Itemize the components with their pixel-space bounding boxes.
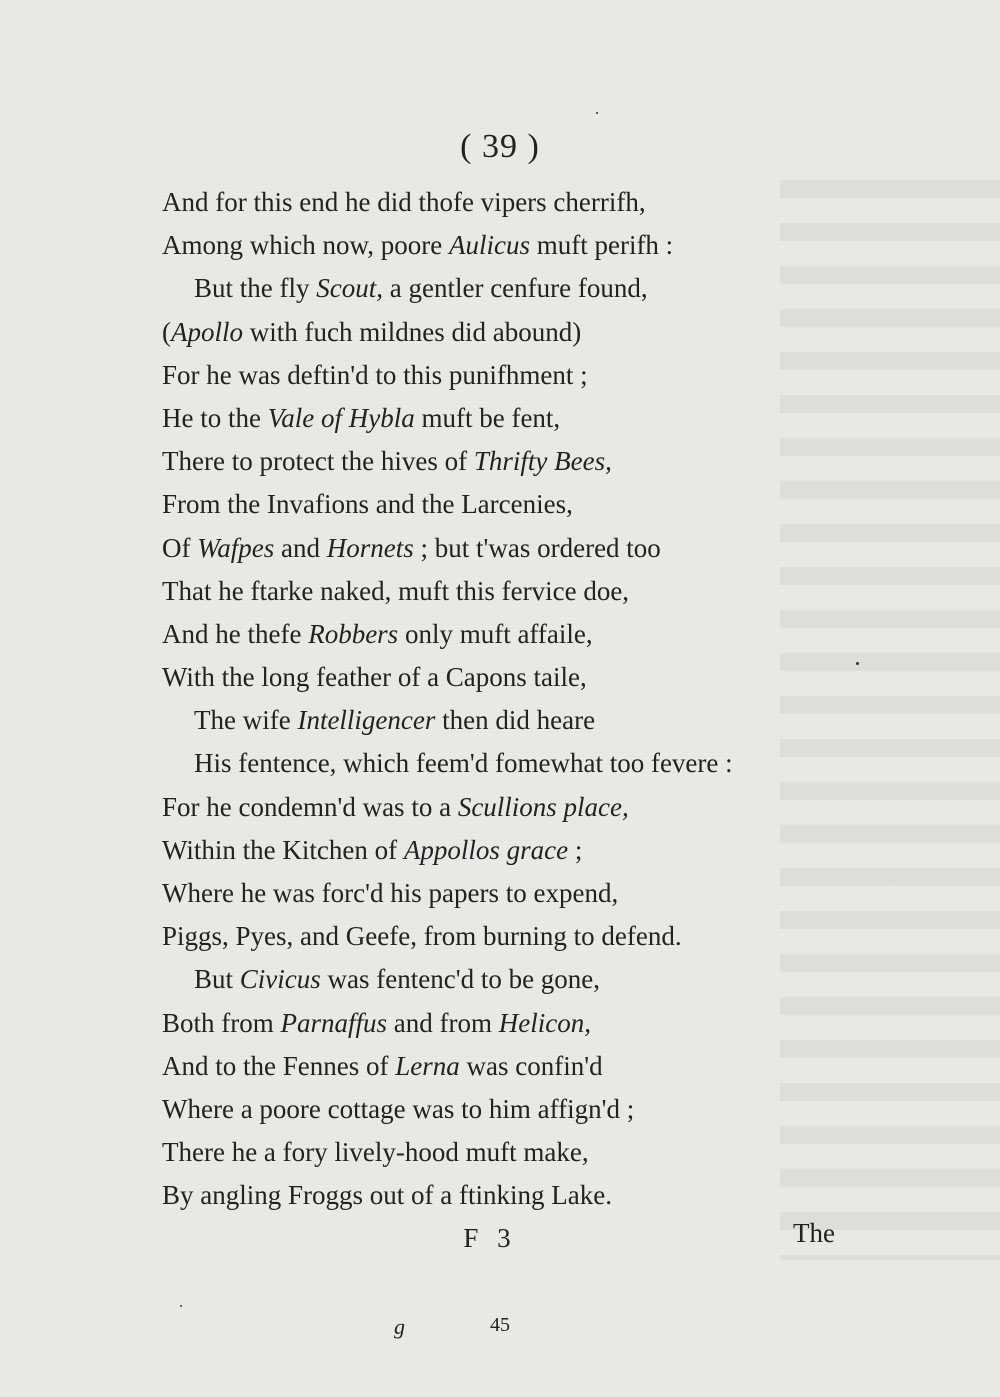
text-run: ; <box>568 834 583 865</box>
ink-speck <box>596 112 598 114</box>
text-line <box>162 354 852 397</box>
italic-text: Civicus <box>239 964 321 995</box>
text-run: But <box>194 964 240 995</box>
text-run: The wife <box>194 705 298 736</box>
text-run: And he thefe <box>162 618 309 649</box>
italic-text: Robbers <box>308 618 399 649</box>
italic-text: Thrifty Bees, <box>473 446 612 477</box>
italic-text: Scullions place, <box>457 791 629 822</box>
italic-text: Wafpes <box>197 532 275 563</box>
text-line <box>162 440 852 483</box>
text-line <box>162 1002 852 1045</box>
text-line <box>162 872 852 915</box>
text-line <box>162 311 852 354</box>
italic-text: Appollos grace <box>403 834 569 865</box>
text-run: His fentence, which feem'd fomewhat too fevere : <box>194 748 733 779</box>
text-run: He to the <box>162 402 268 433</box>
italic-text: Aulicus <box>448 230 530 261</box>
text-run: And to the Fennes of <box>162 1050 396 1081</box>
footer-page-number: 45 <box>490 1314 510 1336</box>
text-run: with fuch mildnes did abound) <box>243 316 582 347</box>
text-line <box>162 181 852 224</box>
text-run: only muft affaile, <box>398 618 593 649</box>
footer-mark: g <box>394 1314 405 1339</box>
italic-text: Helicon, <box>498 1007 591 1038</box>
catchword: The <box>793 1218 835 1248</box>
text-line <box>162 742 852 785</box>
text-run: Where he was forc'd his papers to expend, <box>162 878 619 908</box>
text-run: That he ftarke naked, muft this fervice doe, <box>162 575 630 606</box>
text-run: Within the Kitchen of <box>162 834 404 865</box>
text-run: ; but t'was ordered too <box>413 532 661 563</box>
signature-mark: F 3 <box>463 1223 517 1253</box>
text-run: Among which now, poore <box>162 230 449 261</box>
text-run: and <box>274 532 327 563</box>
text-line <box>162 1045 852 1088</box>
ink-speck <box>856 662 859 665</box>
text-run: and from <box>387 1007 499 1038</box>
text-line <box>162 786 852 829</box>
ink-speck <box>180 1305 182 1307</box>
text-line <box>162 613 852 656</box>
text-run: ( <box>162 316 171 347</box>
text-run: For he condemn'd was to a <box>162 791 458 822</box>
text-run: There he a fory lively-hood muft make, <box>162 1137 589 1168</box>
text-run: With the long feather of a Capons taile, <box>162 662 587 693</box>
text-line <box>162 397 852 440</box>
text-run: then did heare <box>435 705 596 736</box>
text-run: From the Invafions and the Larcenies, <box>162 489 573 520</box>
italic-text: Intelligencer <box>297 705 436 736</box>
text-line <box>162 483 852 526</box>
text-line <box>162 1174 852 1217</box>
text-line <box>162 656 852 699</box>
text-run: But the fly <box>194 273 317 304</box>
text-run: was confin'd <box>459 1050 603 1081</box>
text-run: And for this end he did thofe vipers cherrifh, <box>162 187 646 217</box>
text-run: muft be fent, <box>414 402 561 433</box>
text-run: was fentenc'd to be gone, <box>320 964 601 995</box>
text-line <box>162 1088 852 1131</box>
page-number: ( 39 ) <box>460 128 540 165</box>
text-run: By angling Froggs out of a ftinking Lake. <box>162 1180 612 1211</box>
italic-text: Vale of Hybla <box>267 402 415 433</box>
text-line <box>162 267 852 310</box>
text-run: For he was deftin'd to this punifhment ; <box>162 359 588 390</box>
italic-text: Apollo <box>171 316 243 347</box>
text-line <box>162 699 852 742</box>
text-line <box>162 570 852 613</box>
italic-text: Parnaffus <box>280 1007 388 1038</box>
text-run: Of <box>162 532 198 563</box>
text-line <box>162 224 852 267</box>
text-line <box>162 958 852 1001</box>
text-line <box>162 527 852 570</box>
text-run: There to protect the hives of <box>162 446 474 477</box>
text-run: muft perifh : <box>529 230 674 261</box>
text-line <box>162 829 852 872</box>
text-run: a gentler cenfure found, <box>383 273 648 304</box>
italic-text: Hornets <box>326 532 414 563</box>
text-line <box>162 1131 852 1174</box>
italic-text: Lerna <box>395 1050 460 1081</box>
text-run: Both from <box>162 1007 281 1038</box>
italic-text: Scout, <box>316 273 383 304</box>
poem-text <box>162 181 852 1218</box>
text-run: Where a poore cottage was to him affign'd ; <box>162 1093 635 1124</box>
text-run: Piggs, Pyes, and Geefe, from burning to defend. <box>162 921 682 952</box>
text-line <box>162 915 852 958</box>
